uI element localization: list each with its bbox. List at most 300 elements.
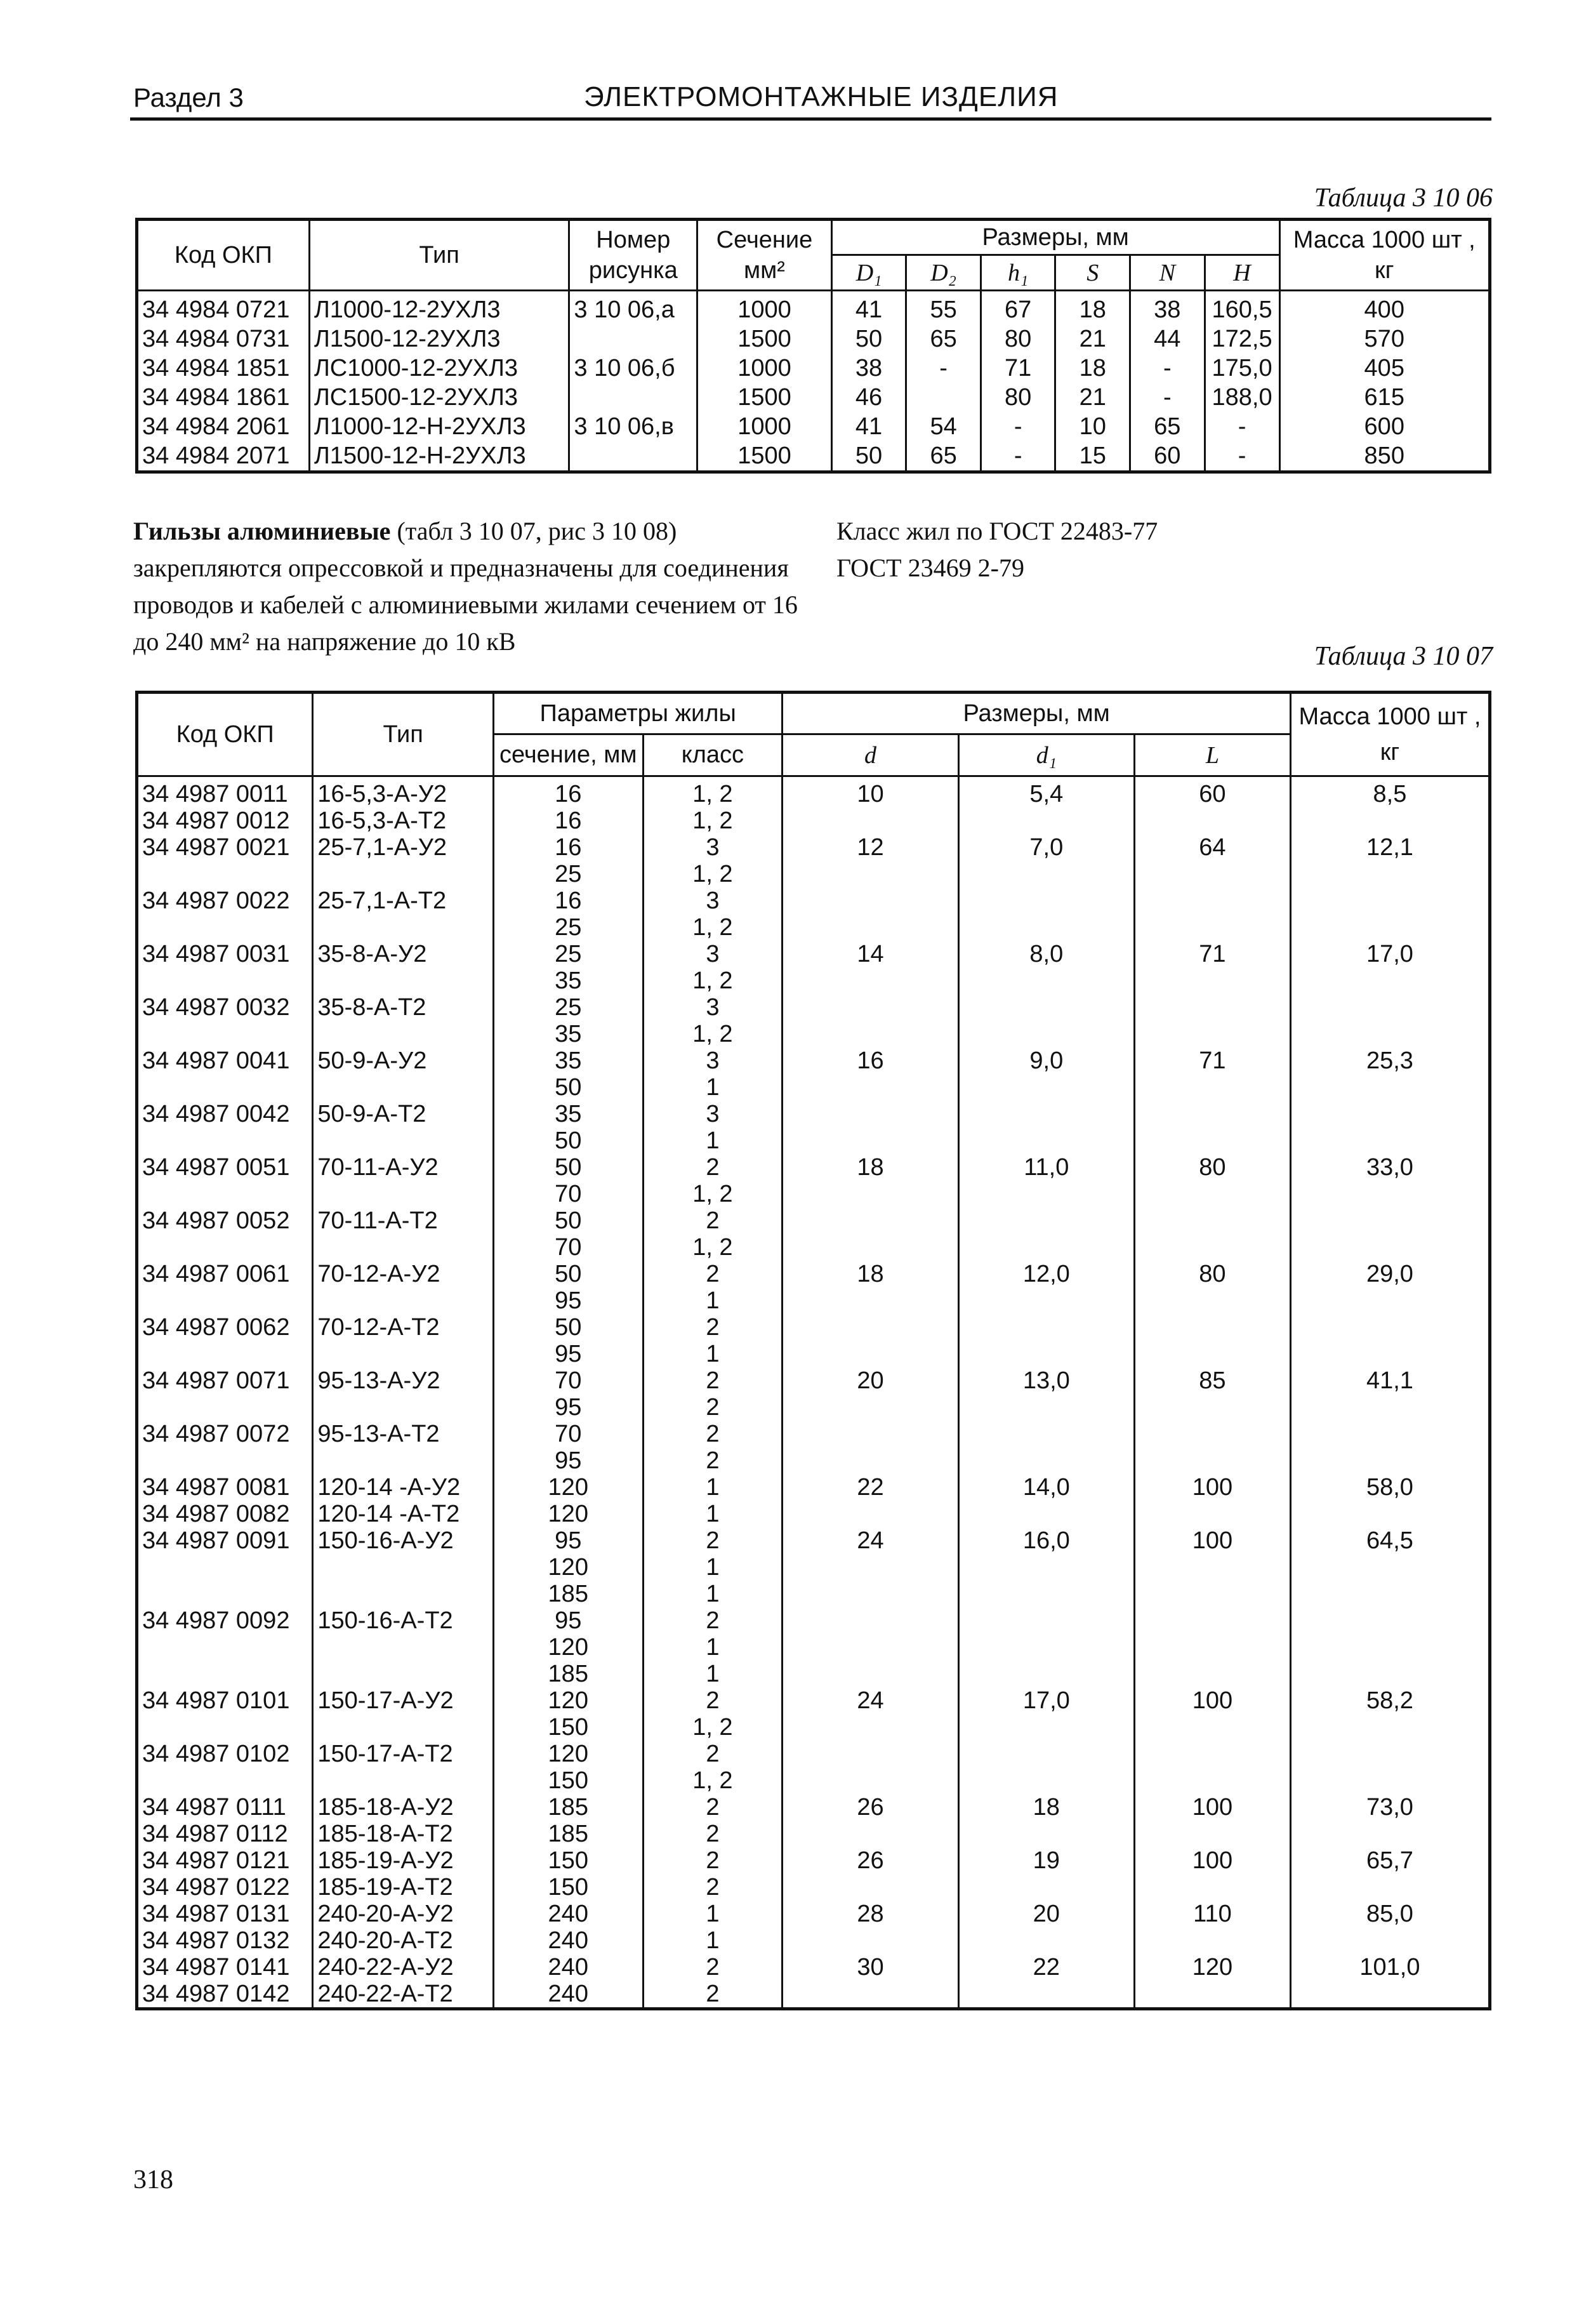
table-cell	[569, 383, 697, 412]
table-row	[137, 1154, 1490, 1181]
table-cell: 185	[494, 1821, 643, 1847]
table-cell: 2	[643, 1874, 783, 1901]
table-cell: 1500	[697, 441, 832, 472]
table-cell	[137, 1021, 313, 1047]
table-cell: 25	[494, 914, 643, 941]
table-cell: 16-5,3-А-У2	[313, 776, 494, 808]
table-cell	[783, 1287, 958, 1314]
table-cell: 17,0	[1290, 941, 1489, 967]
table-cell	[1134, 967, 1290, 994]
table-row	[137, 1261, 1490, 1287]
header-d: d	[783, 734, 958, 776]
table-cell	[783, 1874, 958, 1901]
table-cell: 2	[643, 1847, 783, 1874]
table-cell: 95-13-А-Т2	[313, 1421, 494, 1447]
table-cell: 26	[783, 1794, 958, 1821]
table-cell: 110	[1134, 1901, 1290, 1927]
table-cell: 55	[906, 291, 981, 325]
table-cell	[783, 1021, 958, 1047]
table-cell: 34 4987 0041	[137, 1047, 313, 1074]
table-cell: 34 4987 0072	[137, 1421, 313, 1447]
table-cell: 150	[494, 1847, 643, 1874]
table-row	[137, 1927, 1490, 1954]
page-title: ЭЛЕКТРОМОНТАЖНЫЕ ИЗДЕЛИЯ	[584, 81, 1059, 112]
table-cell: 71	[1134, 1047, 1290, 1074]
table-cell: 188,0	[1205, 383, 1279, 412]
gost-line-1: Класс жил по ГОСТ 22483-77	[836, 517, 1158, 545]
table-cell: 80	[981, 383, 1055, 412]
table-cell: 240	[494, 1927, 643, 1954]
table-cell	[1134, 1554, 1290, 1581]
table-cell: 25-7,1-А-Т2	[313, 887, 494, 914]
table-cell	[313, 1341, 494, 1367]
table-cell: 80	[981, 324, 1055, 354]
table-cell	[137, 1554, 313, 1581]
table-cell	[958, 1581, 1134, 1607]
table-cell	[1290, 861, 1489, 887]
table-cell: 70	[494, 1181, 643, 1207]
table-cell: 67	[981, 291, 1055, 325]
table-row	[137, 1287, 1490, 1314]
table-cell	[958, 1767, 1134, 1794]
table-cell: 35	[494, 1101, 643, 1127]
header-section: сечение, мм	[494, 734, 643, 776]
table-row	[137, 1181, 1490, 1207]
table-cell	[137, 1074, 313, 1101]
table-cell: 24	[783, 1687, 958, 1714]
table-cell: 34 4984 1851	[137, 354, 310, 383]
table-cell	[137, 1127, 313, 1154]
table-cell: 25	[494, 941, 643, 967]
gost-reference	[836, 513, 1158, 587]
table-cell: 1	[643, 1661, 783, 1687]
table-cell: 2	[643, 1447, 783, 1474]
section-label: Раздел 3	[133, 83, 244, 112]
header-dim-0: D₁	[831, 255, 906, 291]
table-cell: 80	[1134, 1154, 1290, 1181]
table-cell: 1000	[697, 412, 832, 441]
table-cell: 34 4987 0101	[137, 1687, 313, 1714]
table-cell	[313, 1127, 494, 1154]
table-cell	[1290, 1554, 1489, 1581]
table-row	[137, 861, 1490, 887]
table-cell: 34 4987 0082	[137, 1501, 313, 1527]
table-cell: 65	[906, 324, 981, 354]
table-cell: 3 10 06,в	[569, 412, 697, 441]
table-cell: 95	[494, 1447, 643, 1474]
table-cell	[958, 914, 1134, 941]
table-cell: 85,0	[1290, 1901, 1489, 1927]
table-cell	[958, 1421, 1134, 1447]
table-cell: 1	[643, 1341, 783, 1367]
table-cell	[313, 1181, 494, 1207]
table-cell	[1290, 1981, 1489, 2009]
table-cell	[137, 1634, 313, 1661]
table-row	[137, 887, 1490, 914]
table-row	[137, 1847, 1490, 1874]
table-cell: ЛС1500-12-2УХЛ3	[309, 383, 569, 412]
table-cell: 80	[1134, 1261, 1290, 1287]
table-cell: 50	[494, 1154, 643, 1181]
table-cell	[313, 1581, 494, 1607]
table-cell: 185-19-А-У2	[313, 1847, 494, 1874]
table-cell: 120-14 -А-Т2	[313, 1501, 494, 1527]
table-cell: 2	[643, 1821, 783, 1847]
table-cell	[783, 1447, 958, 1474]
table-cell: 2	[643, 1687, 783, 1714]
table-cell: 16	[494, 776, 643, 808]
table-cell: 34 4987 0102	[137, 1741, 313, 1767]
table-cell: 50	[494, 1207, 643, 1234]
table-cell: 34 4987 0032	[137, 994, 313, 1021]
table-cell: 18	[1055, 291, 1130, 325]
table-cell: 120	[494, 1687, 643, 1714]
table-cell: 25,3	[1290, 1047, 1489, 1074]
paragraph-text: (табл 3 10 07, рис 3 10 08) закрепляются опрессовкой и предназначены для соединения проводов и кабелей с алюминиевыми жилами сечением от 16 до 240 мм² на напряжение до 10 кВ	[133, 517, 798, 656]
table-cell	[1134, 1927, 1290, 1954]
header-mass: Масса 1000 шт , кг	[1279, 220, 1490, 291]
table-cell	[1134, 1741, 1290, 1767]
table-cell	[783, 1181, 958, 1207]
table-row	[137, 1074, 1490, 1101]
header-dimensions: Размеры, мм	[783, 693, 1291, 734]
table-cell: 71	[981, 354, 1055, 383]
table-cell	[137, 1341, 313, 1367]
table-cell	[783, 1581, 958, 1607]
table-cell	[783, 1767, 958, 1794]
table-cell: 13,0	[958, 1367, 1134, 1394]
table-cell: 26	[783, 1847, 958, 1874]
table-cell: 1	[643, 1287, 783, 1314]
table-cell: 34 4987 0011	[137, 776, 313, 808]
table-cell	[958, 1101, 1134, 1127]
table-cell	[569, 324, 697, 354]
table-cell: 100	[1134, 1687, 1290, 1714]
table1-caption: Таблица 3 10 06	[1314, 183, 1493, 213]
table-cell	[137, 1234, 313, 1261]
table-cell: 70-11-А-У2	[313, 1154, 494, 1181]
table-cell: 34 4987 0111	[137, 1794, 313, 1821]
table-cell: -	[981, 441, 1055, 472]
table-cell: 3	[643, 994, 783, 1021]
table-cell	[1134, 994, 1290, 1021]
table-cell: 30	[783, 1954, 958, 1981]
table-cell: -	[1130, 383, 1205, 412]
table-cell: 1, 2	[643, 776, 783, 808]
table-cell: 95	[494, 1607, 643, 1634]
table-cell: 120	[1134, 1954, 1290, 1981]
table-cell: 50	[494, 1314, 643, 1341]
table-cell	[137, 1714, 313, 1741]
table-cell: 150-16-А-У2	[313, 1527, 494, 1554]
table-cell	[958, 1714, 1134, 1741]
table-row	[137, 1314, 1490, 1341]
table-cell: 3 10 06,б	[569, 354, 697, 383]
table-cell	[1134, 1127, 1290, 1154]
table-cell: 70-12-А-Т2	[313, 1314, 494, 1341]
table-cell: 2	[643, 1794, 783, 1821]
table-cell: 16-5,3-А-Т2	[313, 807, 494, 834]
table-cell: 2	[643, 1394, 783, 1421]
table-cell: 2	[643, 1607, 783, 1634]
table-cell	[783, 914, 958, 941]
table-cell	[958, 1394, 1134, 1421]
table-cell: 16	[494, 834, 643, 861]
table-cell: 34 4987 0142	[137, 1981, 313, 2009]
table-cell: 2	[643, 1314, 783, 1341]
table-cell	[569, 441, 697, 472]
table-row	[137, 412, 1490, 441]
table-cell: 160,5	[1205, 291, 1279, 325]
table-cell	[137, 914, 313, 941]
table-row	[137, 941, 1490, 967]
table-cell: 185-18-А-У2	[313, 1794, 494, 1821]
table-cell	[313, 914, 494, 941]
table-cell	[783, 1394, 958, 1421]
table-cell	[958, 1501, 1134, 1527]
table-cell: 34 4987 0112	[137, 1821, 313, 1847]
header-dim-5: H	[1205, 255, 1279, 291]
table-cell: 1500	[697, 383, 832, 412]
table-cell	[783, 1741, 958, 1767]
table-cell	[313, 967, 494, 994]
table-row	[137, 1527, 1490, 1554]
table-cell: 16	[494, 887, 643, 914]
table-cell	[906, 383, 981, 412]
table-cell: 38	[1130, 291, 1205, 325]
table-cell	[958, 1661, 1134, 1687]
table-cell: 35	[494, 967, 643, 994]
table-row	[137, 441, 1490, 472]
table-row	[137, 1607, 1490, 1634]
table-cell: 95	[494, 1287, 643, 1314]
table-cell: 70	[494, 1367, 643, 1394]
table-cell	[1134, 1074, 1290, 1101]
table-cell: 19	[958, 1847, 1134, 1874]
table-cell: 400	[1279, 291, 1490, 325]
table-cell	[958, 1634, 1134, 1661]
table-cell	[783, 1927, 958, 1954]
table-cell	[958, 1074, 1134, 1101]
table-row	[137, 1341, 1490, 1367]
table-cell	[958, 1607, 1134, 1634]
table-cell	[958, 1821, 1134, 1847]
table-cell: 34 4987 0091	[137, 1527, 313, 1554]
table-cell: 240-22-А-Т2	[313, 1981, 494, 2009]
table-cell: 10	[783, 776, 958, 808]
table-cell: 34 4987 0012	[137, 807, 313, 834]
table-cell	[1290, 1181, 1489, 1207]
header-core-params: Параметры жилы	[494, 693, 783, 734]
table-row	[137, 1101, 1490, 1127]
table-cell	[783, 967, 958, 994]
table-cell: 20	[958, 1901, 1134, 1927]
table-cell	[783, 1421, 958, 1447]
table-cell	[783, 1981, 958, 2009]
table-cell: 1000	[697, 291, 832, 325]
table-cell: 2	[643, 1954, 783, 1981]
table-cell: 185	[494, 1581, 643, 1607]
header-dim-4: N	[1130, 255, 1205, 291]
table-cell: 34 4984 0731	[137, 324, 310, 354]
table-cell	[313, 1634, 494, 1661]
table-cell	[958, 1181, 1134, 1207]
table-cell: 240	[494, 1954, 643, 1981]
table-cell: 14,0	[958, 1474, 1134, 1501]
table-cell	[1290, 1207, 1489, 1234]
table-cell: 1	[643, 1501, 783, 1527]
table-cell	[1290, 1074, 1489, 1101]
table-cell	[1134, 1287, 1290, 1314]
table-cell	[1134, 1661, 1290, 1687]
table-cell: 120	[494, 1501, 643, 1527]
table-cell: 34 4984 2071	[137, 441, 310, 472]
table-cell	[958, 1981, 1134, 2009]
table-cell: 1500	[697, 324, 832, 354]
table-row	[137, 383, 1490, 412]
table-cell	[783, 1501, 958, 1527]
table-cell: 3	[643, 834, 783, 861]
table-cell: 150	[494, 1714, 643, 1741]
table-cell: 34 4987 0071	[137, 1367, 313, 1394]
table-row	[137, 1394, 1490, 1421]
table-row	[137, 1234, 1490, 1261]
table-cell: 73,0	[1290, 1794, 1489, 1821]
table-row	[137, 354, 1490, 383]
table-cell: 24	[783, 1527, 958, 1554]
table-row	[137, 1954, 1490, 1981]
table-cell: 1, 2	[643, 861, 783, 887]
table-cell	[958, 861, 1134, 887]
table-cell	[1290, 914, 1489, 941]
table-cell	[783, 1821, 958, 1847]
table-cell: 1, 2	[643, 914, 783, 941]
table-cell	[783, 1127, 958, 1154]
table-cell	[313, 1554, 494, 1581]
table-cell: 70	[494, 1421, 643, 1447]
table-cell: 50-9-А-Т2	[313, 1101, 494, 1127]
table-cell: 1, 2	[643, 1021, 783, 1047]
table-row	[137, 1047, 1490, 1074]
table-cell: 5,4	[958, 776, 1134, 808]
table-cell: 60	[1134, 776, 1290, 808]
table-cell	[1134, 1821, 1290, 1847]
table-cell: 1, 2	[643, 807, 783, 834]
paragraph-title: Гильзы алюминиевые	[133, 517, 391, 545]
table-cell	[137, 967, 313, 994]
table-cell	[1134, 1501, 1290, 1527]
table-cell: 150-16-А-Т2	[313, 1607, 494, 1634]
table-cell	[1290, 1927, 1489, 1954]
table-cell	[1290, 1447, 1489, 1474]
header-dim-3: S	[1055, 255, 1130, 291]
table-cell: 120	[494, 1474, 643, 1501]
table-cell: 41	[831, 412, 906, 441]
table-cell: 65	[1130, 412, 1205, 441]
table-cell: 2	[643, 1261, 783, 1287]
table-cell	[783, 1634, 958, 1661]
table-cell	[958, 807, 1134, 834]
table-cell	[1134, 1394, 1290, 1421]
table-cell: 34 4987 0052	[137, 1207, 313, 1234]
table-cell: 16	[494, 807, 643, 834]
table-row	[137, 1127, 1490, 1154]
table-cell	[1290, 1767, 1489, 1794]
table-cell	[1134, 1634, 1290, 1661]
table-cell	[313, 1447, 494, 1474]
table-cell: 28	[783, 1901, 958, 1927]
table-cell: 34 4984 0721	[137, 291, 310, 325]
table-cell: 95-13-А-У2	[313, 1367, 494, 1394]
table-cell	[137, 1447, 313, 1474]
table-row	[137, 1794, 1490, 1821]
table-cell: 34 4987 0092	[137, 1607, 313, 1634]
table-cell	[783, 807, 958, 834]
table-cell	[783, 1661, 958, 1687]
table-cell: 71	[1134, 941, 1290, 967]
table-cell: 44	[1130, 324, 1205, 354]
table-cell	[1290, 807, 1489, 834]
table-cell: 101,0	[1290, 1954, 1489, 1981]
table-cell: 185	[494, 1794, 643, 1821]
table-cell: 11,0	[958, 1154, 1134, 1181]
table-cell	[313, 1074, 494, 1101]
table-cell	[1290, 994, 1489, 1021]
table-cell	[958, 1927, 1134, 1954]
table-cell: 60	[1130, 441, 1205, 472]
table-row	[137, 1367, 1490, 1394]
table-cell: 46	[831, 383, 906, 412]
table-row	[137, 1207, 1490, 1234]
table-cell	[958, 1554, 1134, 1581]
table-cell: 16,0	[958, 1527, 1134, 1554]
table-cell: 1	[643, 1927, 783, 1954]
table-row	[137, 1901, 1490, 1927]
table-cell: 1	[643, 1554, 783, 1581]
table-cell	[958, 1874, 1134, 1901]
table-cell: Л1000-12-Н-2УХЛ3	[309, 412, 569, 441]
table-cell: 120	[494, 1554, 643, 1581]
table-cell: 35	[494, 1021, 643, 1047]
table-cell: 12,0	[958, 1261, 1134, 1287]
table-cell: 64	[1134, 834, 1290, 861]
description-paragraph	[133, 513, 800, 660]
table-cell: 1	[643, 1581, 783, 1607]
table-cell	[313, 1287, 494, 1314]
table-cell: 70-11-А-Т2	[313, 1207, 494, 1234]
table-cell: 21	[1055, 383, 1130, 412]
table-cell: 18	[783, 1261, 958, 1287]
table-row	[137, 967, 1490, 994]
table-cell	[958, 1447, 1134, 1474]
table-cell: 38	[831, 354, 906, 383]
table-cell	[958, 1021, 1134, 1047]
table-row	[137, 1021, 1490, 1047]
table-cell	[1134, 1207, 1290, 1234]
table-cell: -	[1205, 412, 1279, 441]
table-cell: 34 4987 0042	[137, 1101, 313, 1127]
table-cell	[1290, 1287, 1489, 1314]
table-cell	[958, 1341, 1134, 1367]
table-cell: 3	[643, 1101, 783, 1127]
table-row	[137, 1821, 1490, 1847]
table-cell: 850	[1279, 441, 1490, 472]
table-cell: 34 4987 0062	[137, 1314, 313, 1341]
table2-caption: Таблица 3 10 07	[1314, 642, 1493, 671]
table-cell: 95	[494, 1394, 643, 1421]
header-okp: Код ОКП	[137, 220, 310, 291]
table-cell: 3	[643, 1047, 783, 1074]
